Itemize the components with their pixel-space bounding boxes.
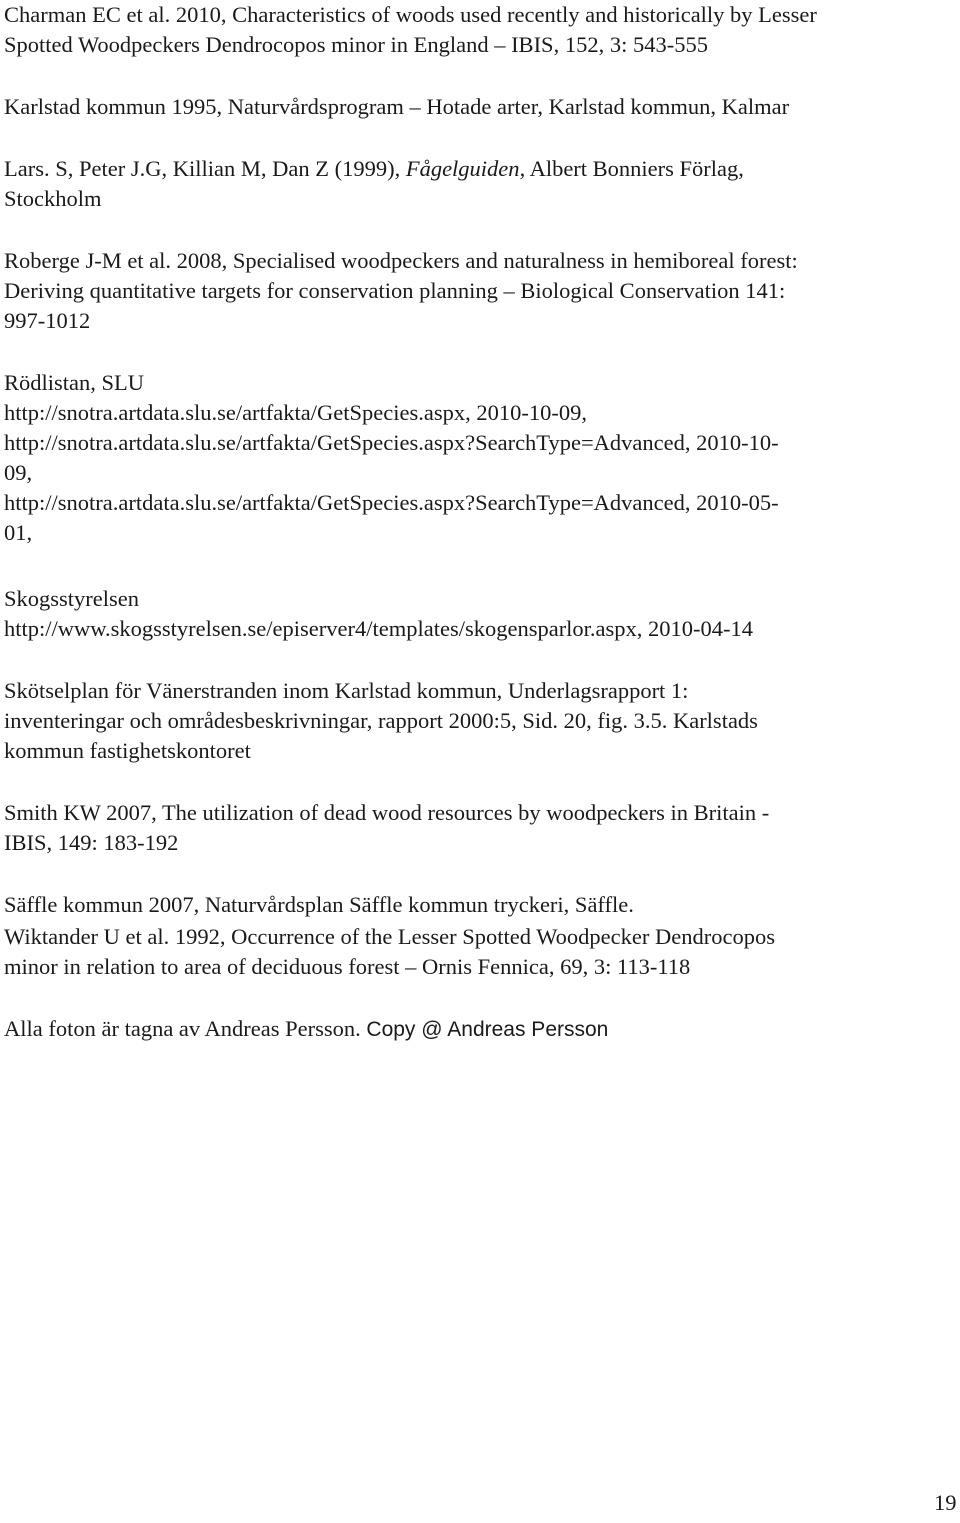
- reference-smith-line-2: IBIS, 149: 183-192: [4, 830, 179, 855]
- reference-smith-line-1: Smith KW 2007, The utilization of dead wood resources by woodpeckers in Britain -: [4, 800, 770, 825]
- reference-rodlistan-url-3-date: 01,: [4, 520, 33, 545]
- reference-roberge-line-1: Roberge J-M et al. 2008, Specialised woodpeckers and naturalness in hemiboreal forest:: [4, 248, 798, 273]
- reference-skotselplan-line-2: inventeringar och områdesbeskrivningar, rapport 2000:5, Sid. 20, fig. 3.5. Karlstads: [4, 708, 758, 733]
- reference-lars-authors: Lars. S, Peter J.G, Killian M, Dan Z (1999),: [4, 156, 406, 181]
- reference-rodlistan-url-3: http://snotra.artdata.slu.se/artfakta/GetSpecies.aspx?SearchType=Advanced, 2010-05-: [4, 490, 779, 515]
- reference-lars-line-1: [4, 154, 744, 184]
- reference-lars-line-2: Stockholm: [4, 186, 102, 211]
- reference-wiktander-line-1: Wiktander U et al. 1992, Occurrence of the Lesser Spotted Woodpecker Dendrocopos: [4, 924, 775, 949]
- reference-karlstad-line-1: Karlstad kommun 1995, Naturvårdsprogram – Hotade arter, Karlstad kommun, Kalmar: [4, 94, 790, 119]
- copyright-text: Copy @ Andreas Persson: [366, 1018, 609, 1041]
- reference-roberge-line-3: 997-1012: [4, 308, 91, 333]
- photo-credit: [4, 1014, 608, 1045]
- reference-saffle-line-1: Säffle kommun 2007, Naturvårdsplan Säffle kommun tryckeri, Säffle.: [4, 892, 634, 917]
- reference-lars-title: Fågelguiden: [405, 156, 520, 181]
- reference-skogsstyrelsen-url: http://www.skogsstyrelsen.se/episerver4/templates/skogensparlor.aspx, 2010-04-14: [4, 616, 754, 641]
- reference-roberge-line-2: Deriving quantitative targets for conservation planning – Biological Conservation 141:: [4, 278, 786, 303]
- page-number: 19: [934, 1490, 957, 1515]
- reference-skogsstyrelsen-line-1: Skogsstyrelsen: [4, 586, 139, 611]
- reference-lars-publisher: , Albert Bonniers Förlag,: [519, 156, 744, 181]
- reference-wiktander-line-2: minor in relation to area of deciduous forest – Ornis Fennica, 69, 3: 113-118: [4, 954, 691, 979]
- reference-rodlistan-line-1: Rödlistan, SLU: [4, 370, 145, 395]
- reference-charman-line-1: Charman EC et al. 2010, Characteristics of woods used recently and historically by Lesser: [4, 2, 817, 27]
- reference-rodlistan-url-1: http://snotra.artdata.slu.se/artfakta/GetSpecies.aspx, 2010-10-09,: [4, 400, 587, 425]
- reference-rodlistan-url-2-date: 09,: [4, 460, 33, 485]
- reference-skotselplan-line-1: Skötselplan för Vänerstranden inom Karlstad kommun, Underlagsrapport 1:: [4, 678, 689, 703]
- reference-rodlistan-url-2: http://snotra.artdata.slu.se/artfakta/GetSpecies.aspx?SearchType=Advanced, 2010-10-: [4, 430, 779, 455]
- reference-charman-line-2: Spotted Woodpeckers Dendrocopos minor in England – IBIS, 152, 3: 543-555: [4, 32, 708, 57]
- photo-credit-text: Alla foton är tagna av Andreas Persson.: [4, 1016, 361, 1041]
- reference-skotselplan-line-3: kommun fastighetskontoret: [4, 738, 251, 763]
